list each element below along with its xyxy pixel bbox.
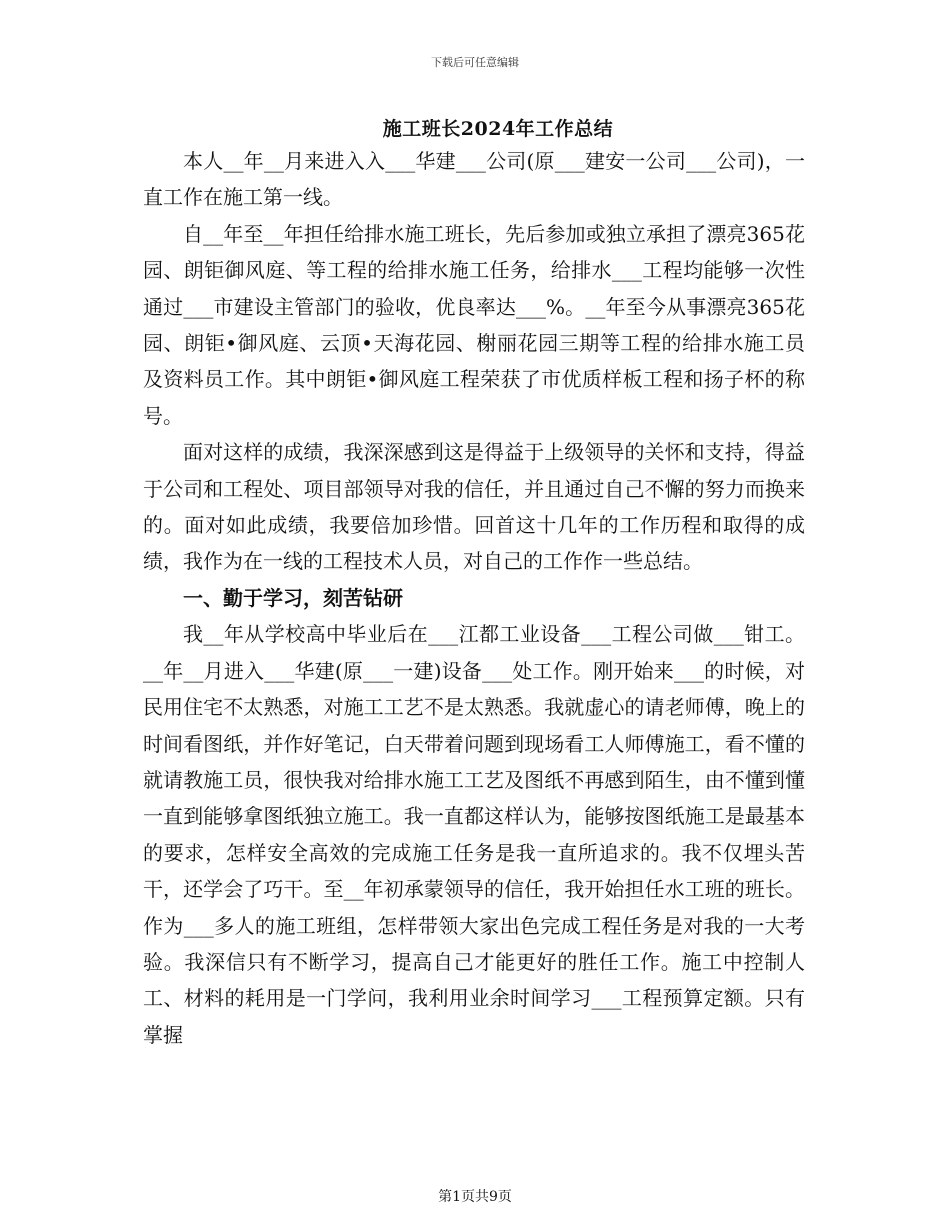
- page-header-note: 下载后可任意编辑: [431, 56, 519, 69]
- section-heading: 一、勤于学习，刻苦钻研: [183, 585, 403, 610]
- paragraph-intro: 本人__年__月来进入入___华建___公司(原___建安一公司___公司)，一直工作在施工第一线。: [143, 149, 805, 210]
- document-title: 施工班长2024年工作总结: [382, 118, 614, 140]
- paragraph-career: 自__年至__年担任给排水施工班长，先后参加或独立承担了漂亮365花园、朗钜御风庭、等工程的给排水施工任务，给排水___工程均能够一次性通过___市建设主管部门的验收，优良率达___%。__年至今从事漂亮365花园、朗钜•御风庭、云顶•天海花园、榭丽花园三期等工程的给排水施工员及资料员工作。其中朗钜•御风庭工程荣获了市优质样板工程和扬子杯的称号。: [143, 221, 805, 428]
- section-paragraph: 我__年从学校高中毕业后在___江都工业设备___工程公司做___钳工。__年__月进入___华建(原___一建)设备___处工作。刚开始来___的时候，对民用住宅不太熟悉，对施工工艺不是太熟悉。我就虚心的请老师傅，晚上的时间看图纸，并作好笔记，白天带着问题到现场看工人师傅施工，看不懂的就请教施工员，很快我对给排水施工工艺及图纸不再感到陌生，由不懂到懂一直到能够拿图纸独立施工。我一直都这样认为，能够按图纸施工是最基本的要求，怎样安全高效的完成施工任务是我一直所追求的。我不仅埋头苦干，还学会了巧干。至__年初承蒙领导的信任，我开始担任水工班的班长。作为___多人的施工班组，怎样带领大家出色完成工程任务是对我的一大考验。我深信只有不断学习，提高自己才能更好的胜任工作。施工中控制人工、材料的耗用是一门学问，我利用业余时间学习___工程预算定额。只有掌握: [143, 622, 805, 1047]
- page-number-footer: 第1页共9页: [438, 1189, 512, 1205]
- paragraph-reflection: 面对这样的成绩，我深深感到这是得益于上级领导的关怀和支持，得益于公司和工程处、项目部领导对我的信任，并且通过自己不懈的努力而换来的。面对如此成绩，我要倍加珍惜。回首这十几年的工作历程和取得的成绩，我作为在一线的工程技术人员，对自己的工作作一些总结。: [143, 440, 805, 574]
- document-body: [143, 143, 805, 1053]
